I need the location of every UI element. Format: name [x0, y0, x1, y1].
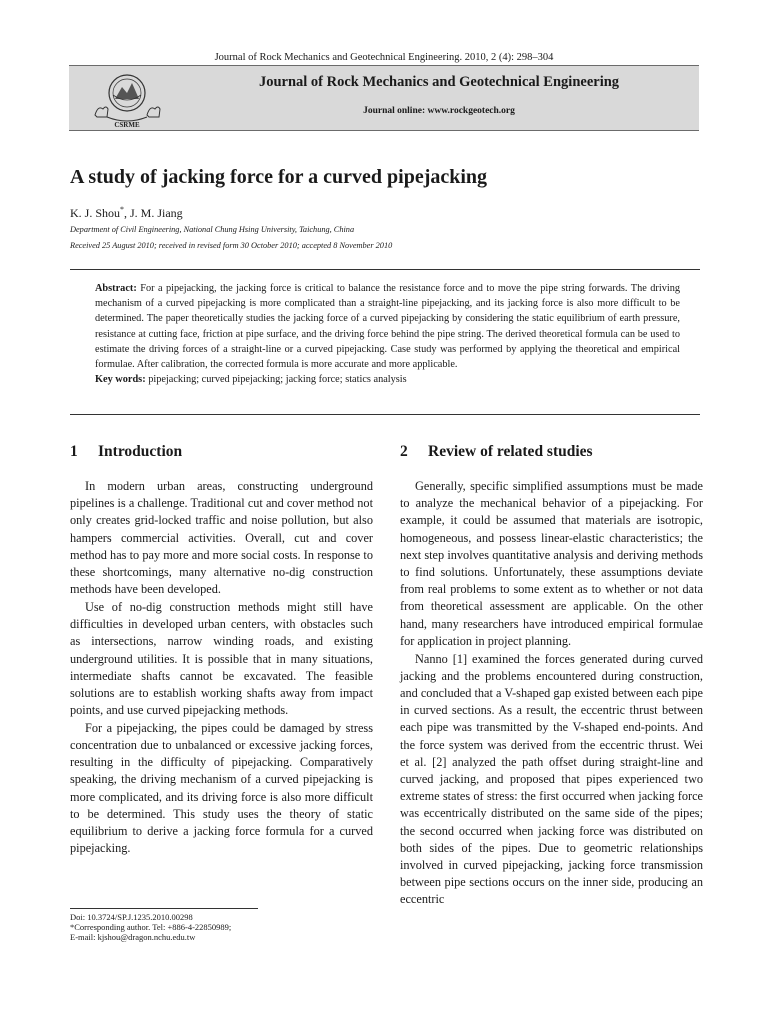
- left-column: [70, 478, 373, 858]
- abstract-top-rule: [70, 269, 700, 270]
- paragraph: Nanno [1] examined the forces generated during curved jacking and the problems encountered during construction, and concluded that a V-shaped gap existed between each pipe in curved sections. As a result, the eccentric thrust between each pipe was transmitted by the V-shaped end-points. And the force system was derived from the eccentric thrust. Wei et al. [2] analyzed the path offset during straight-line and curved jacking, and proposed that pipes experienced two extreme states of stress: the first occurred when jacking force was eccentrically distributed on the same side of the pipes; the second occurred when jacking force was distributed on both sides of the pipes. Due to geometric relationships involved in curved pipejacking, jacking force transmission between pipe sections occurs on the inner side, producing an eccentric: [400, 651, 703, 907]
- journal-title: Journal of Rock Mechanics and Geotechnical Engineering: [258, 74, 620, 90]
- section-heading-review: [400, 443, 593, 461]
- running-head: Journal of Rock Mechanics and Geotechnical Engineering. 2010, 2 (4): 298–304: [214, 52, 554, 63]
- abstract-label: Abstract:: [95, 283, 137, 294]
- keywords-line: [95, 372, 680, 387]
- section-number: 1: [70, 443, 78, 460]
- paragraph: For a pipejacking, the pipes could be damaged by stress concentration due to unbalanced or excessive jacking forces, resulting in the difficulty of pipejacking. Comparatively speaking, the driving mechanism of a curved pipejacking is more complicated, and its driving force is also more difficult to be determined. This study uses the theory of static equilibrium to derive a jacking force formula for a curved pipejacking.: [70, 720, 373, 856]
- keywords-text: pipejacking; curved pipejacking; jacking force; statics analysis: [145, 374, 407, 386]
- csrme-logo-icon: [85, 69, 169, 129]
- footnotes: [70, 912, 231, 943]
- received-dates: Received 25 August 2010; received in revised form 30 October 2010; accepted 8 November 2010: [70, 241, 393, 250]
- footnote-rule: [70, 908, 258, 909]
- paragraph: Use of no-dig construction methods might still have difficulties in developed urban centers, with obstacles such as intersections, narrow winding roads, and existing underground utilities. It is possible that in many situations, intermediate shafts cannot be excavated. The feasible solutions are to establish working shafts away from impact points, and use curved pipejacking methods.: [70, 599, 373, 718]
- abstract-bottom-rule: [70, 414, 700, 415]
- paragraph: Generally, specific simplified assumptions must be made to analyze the mechanical behavior of a pipejacking. For example, it could be assumed that materials are isotropic, homogeneous, and possess linear-elastic characteristics; the next step involves quantitative analysis and deriving methods to find solutions. Unfortunately, these assumptions deviate from real problems to some extent as to whether or not data from theoretical assessment are applicable. On the other hand, many researchers have introduced empirical formulae for application in project planning.: [400, 479, 703, 648]
- affiliation: Department of Civil Engineering, National Chung Hsing University, Taichung, China: [70, 225, 355, 234]
- keywords-label: Key words:: [95, 374, 146, 386]
- abstract-text: For a pipejacking, the jacking force is critical to balance the resistance force and to move the pipe string forwards. The driving mechanism of a curved pipejacking is more complicated than a straight-line pipejacking, and its jacking force is also more difficult to be determined. The paper theoretically studies the jacking force of a curved pipejacking by considering the static equilibrium of earth pressure, resistance at cutting face, friction at pipe surface, and the driving force behind the pipe string. The derived theoretical formula can be used to estimate the driving forces of a straight-line or a curved pipejacking. Case study was performed by applying the theoretical and empirical formulae. After calibration, the corrected formula is more accurate and more applicable.: [95, 283, 680, 371]
- section-number: 2: [400, 443, 408, 460]
- abstract-block: [95, 281, 680, 387]
- section-title: Review of related studies: [428, 443, 593, 460]
- paragraph: In modern urban areas, constructing underground pipelines is a challenge. Traditional cut and cover method not only creates grid-locked traffic and noise pollution, but also hampers commercial activities. Overall, cut and cover method has to pay more and more social costs. In response to these shortcomings, many alternative no-dig construction methods have been developed.: [70, 479, 373, 597]
- doi[interactable]: Doi: 10.3724/SP.J.1235.2010.00298: [70, 912, 193, 922]
- section-title: Introduction: [98, 443, 183, 460]
- author-name: K. J. Shou: [70, 206, 121, 220]
- svg-text:CSRME: CSRME: [114, 121, 140, 129]
- journal-online-link[interactable]: Journal online: www.rockgeotech.org: [363, 106, 515, 116]
- corresponding-mark: *: [120, 205, 125, 214]
- journal-banner: [69, 65, 699, 131]
- authors: [70, 205, 183, 221]
- right-column: [400, 478, 703, 909]
- corresponding-author-note: *Corresponding author. Tel: +886-4-22850989;: [70, 922, 232, 933]
- paper-title: A study of jacking force for a curved pipejacking: [70, 166, 488, 188]
- email[interactable]: E-mail: kjshou@dragon.nchu.edu.tw: [70, 932, 196, 943]
- author-name: , J. M. Jiang: [124, 206, 183, 220]
- section-heading-introduction: [70, 443, 182, 461]
